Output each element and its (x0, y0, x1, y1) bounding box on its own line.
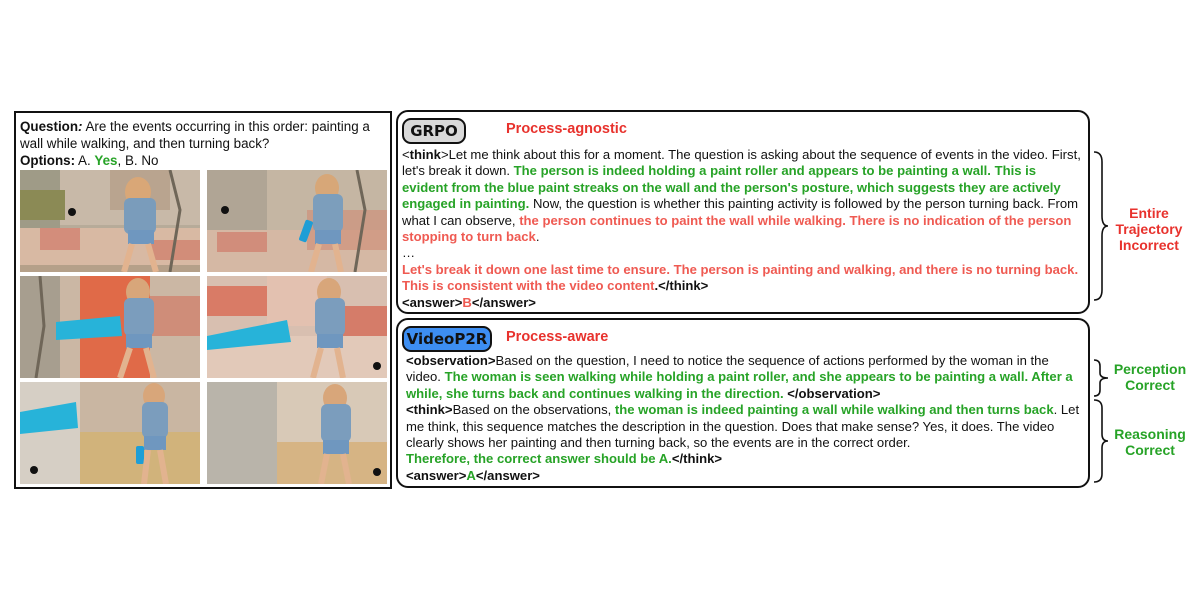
grpo-think-close: .</think> (654, 278, 709, 294)
p2r-obs-segment-correct: The woman is seen walking while holding a paint roller, and she appears to be painting a wall. After a while, she turns back and continues walking in the direction. (406, 369, 1073, 401)
grpo-title: Process-agnostic (506, 121, 627, 137)
video-frame-5 (20, 382, 200, 484)
frame-3-image (20, 276, 200, 378)
grpo-segment-3: Now, the question is whether this painting activity is followed by the person turning back. From what I can observe, (402, 196, 1079, 228)
frame-4-image (207, 276, 387, 378)
p2r-think-conclusion: Therefore, the correct answer should be A. (406, 451, 672, 467)
p2r-think-segment-correct: the woman is indeed painting a wall while walking and then turns back (614, 402, 1054, 418)
frame-5-image (20, 382, 200, 484)
frame-2-image (207, 170, 387, 272)
grpo-card (396, 110, 1090, 314)
video-frame-3 (20, 276, 200, 378)
videop2r-card (396, 318, 1090, 488)
entire-trajectory-incorrect-label (1108, 205, 1190, 253)
perception-label-line-1: Perception (1113, 361, 1187, 377)
question-text (20, 118, 386, 169)
frame-6-image (207, 382, 387, 484)
question-label: Question (20, 119, 79, 134)
reasoning-correct-label (1108, 426, 1192, 458)
think-open-bracket: < (402, 147, 410, 162)
entire-label-line-1: Entire (1129, 205, 1169, 221)
grpo-segment-correct: The person is indeed holding a paint roller and appears to be painting a wall. This is evident from the blue paint streaks on the wall and the person's posture, which suggests they are actively engaged in painting. (402, 163, 1061, 212)
grpo-segment-5: . (535, 229, 540, 245)
p2r-answer-open: <answer> (406, 467, 467, 483)
entire-label-line-2: Trajectory (1115, 221, 1183, 237)
p2r-answer-close: </answer> (475, 467, 540, 483)
videop2r-title: Process-aware (506, 329, 609, 345)
video-frame-1 (20, 170, 200, 272)
grpo-ellipsis: … (402, 245, 416, 261)
question-body: Are the events occurring in this order: painting a wall while walking, and then turning back? (20, 119, 370, 151)
video-frame-2 (207, 170, 387, 272)
grpo-response (402, 147, 1082, 311)
p2r-answer-value: A (466, 467, 476, 483)
perception-correct-label (1108, 361, 1192, 393)
p2r-think-segment-3: . Let me think, this sequence matches the description in the question. Does that make sense? Yes, it does. The video clearly shows her painting and then turning back, so the events are in the correct order. (406, 402, 1080, 451)
question-panel (14, 111, 392, 489)
think-close-bracket: > (440, 147, 449, 162)
question-colon: : (78, 119, 83, 134)
video-frame-4 (207, 276, 387, 378)
grpo-segment-incorrect-2: Let's break it down one last time to ensure. The person is painting and walking, and there is no turning back. This is consistent with the video content (402, 261, 1079, 294)
reasoning-label-line-1: Reasoning (1114, 426, 1186, 442)
observation-close: </observation> (783, 385, 881, 401)
frame-1-image (20, 170, 200, 272)
grpo-answer-open: <answer> (402, 294, 463, 310)
p2r-think-segment-1: Based on the observations, (452, 402, 615, 418)
think-tag: think (409, 147, 441, 162)
grpo-tag: GRPO (402, 118, 466, 144)
grpo-segment-1: Let me think about this for a moment. The question is asking about the sequence of events in the video. First, let's break it down. (402, 147, 1081, 179)
options-label: Options: (20, 153, 76, 168)
p2r-think-open: <think> (406, 402, 453, 418)
videop2r-response (406, 353, 1080, 484)
option-b: , B. No (117, 153, 159, 168)
option-a-yes: Yes (94, 153, 118, 168)
reasoning-label-line-2: Correct (1125, 442, 1175, 458)
video-frame-6 (207, 382, 387, 484)
grpo-segment-incorrect-1: the person continues to paint the wall while walking. There is no indication of the person stopping to turn back (402, 212, 1072, 245)
entire-label-line-3: Incorrect (1119, 237, 1179, 253)
p2r-obs-segment-1: Based on the question, I need to notice the sequence of actions performed by the woman in the video. (406, 353, 1049, 385)
grpo-answer-value: B (462, 294, 472, 310)
grpo-answer-close: </answer> (471, 294, 536, 310)
perception-label-line-2: Correct (1125, 377, 1175, 393)
p2r-think-close: </think> (671, 451, 723, 467)
option-a-prefix: A. (75, 153, 95, 168)
videop2r-tag: VideoP2R (402, 326, 492, 352)
observation-open: <observation> (406, 353, 496, 368)
